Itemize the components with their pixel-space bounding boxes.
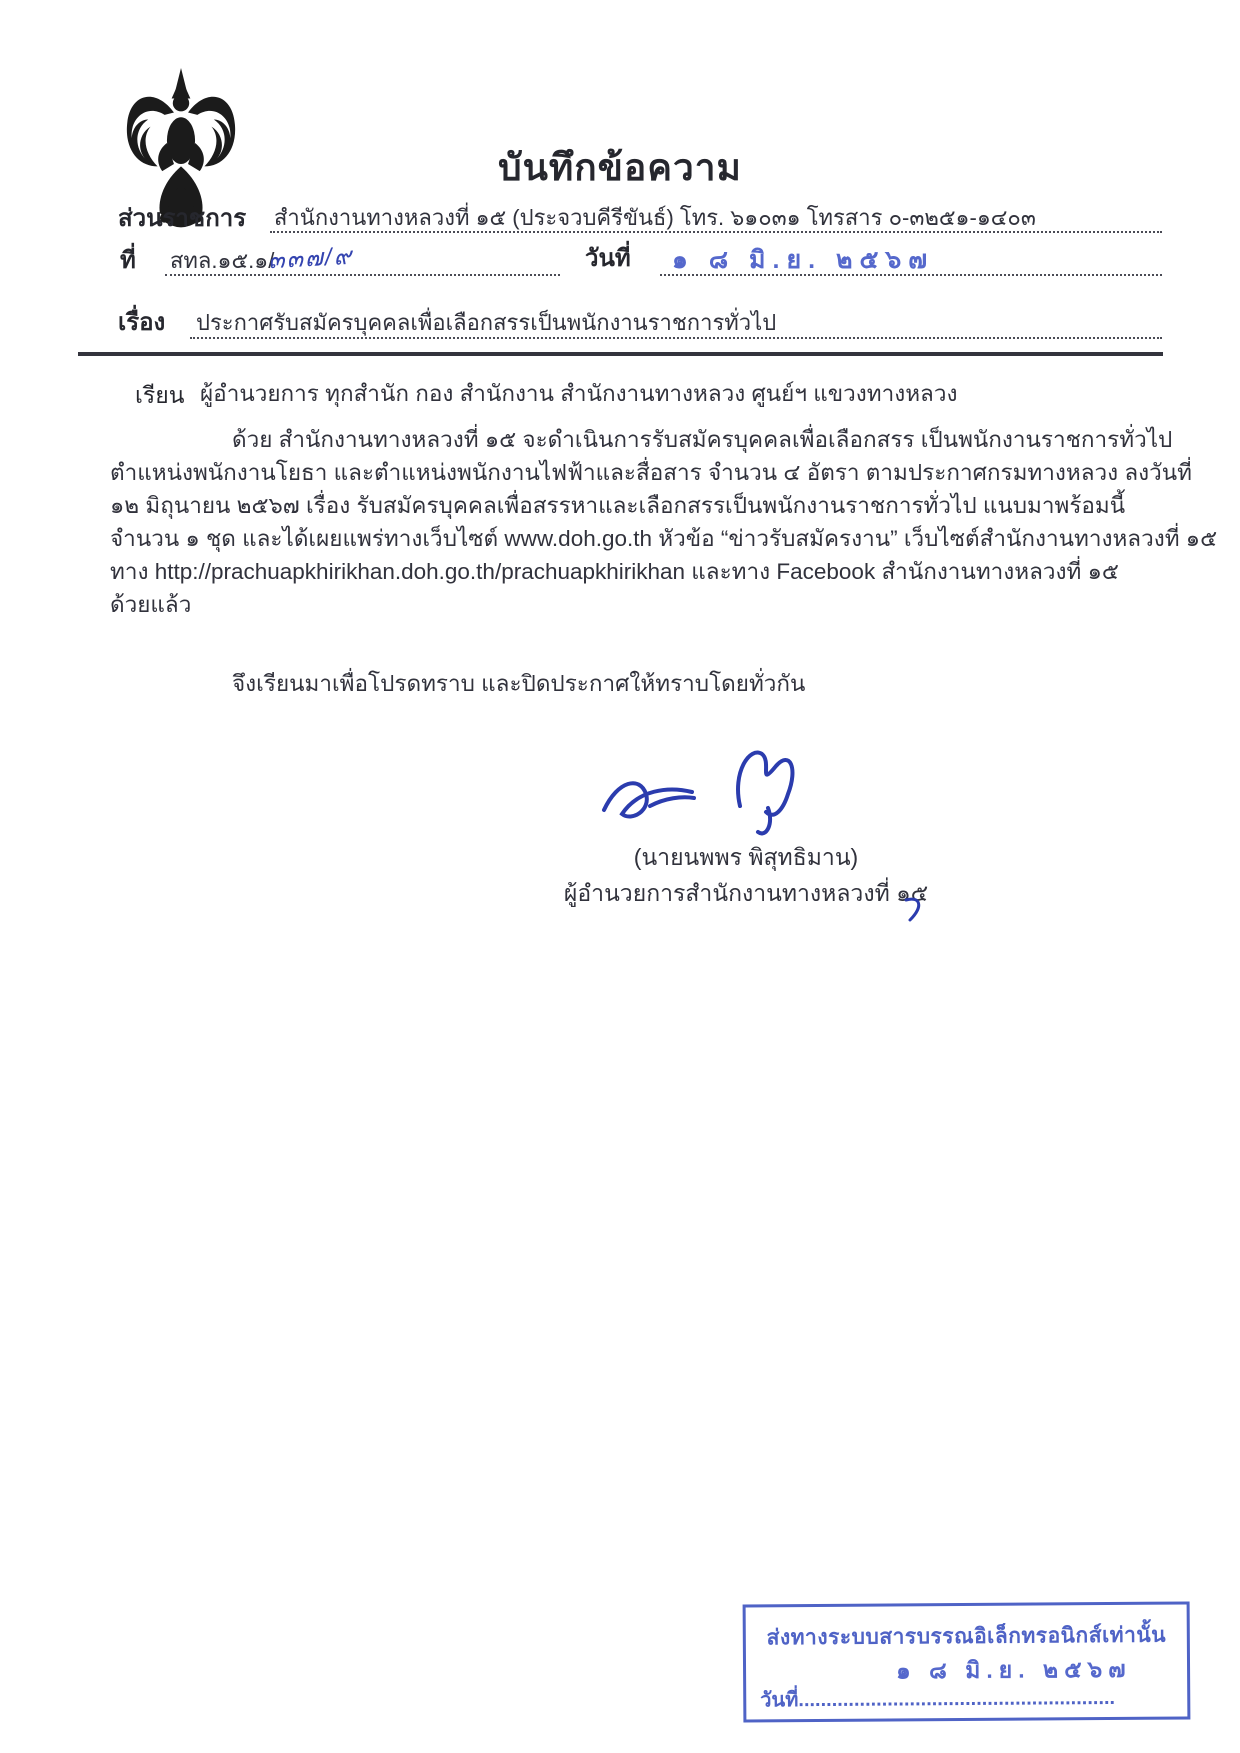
received-date-stamp: ๑ ๘ มิ.ย. ๒๕๖๗ [672, 246, 935, 274]
ref-value: สทล.๑๕.๑/ [170, 248, 275, 273]
date-underline [660, 274, 1162, 276]
stamp-text: ส่งทางระบบสารบรรณอิเล็กทรอนิกส์เท่านั้น [766, 1623, 1167, 1650]
to-value: ผู้อำนวยการ ทุกสำนัก กอง สำนักงาน สำนักงานทางหลวง ศูนย์ฯ แขวงทางหลวง [200, 381, 958, 406]
stamp-date: ๑ ๘ มิ.ย. ๒๕๖๗ [895, 1655, 1132, 1684]
paragraph2: จึงเรียนมาเพื่อโปรดทราบ และปิดประกาศให้ทราบโดยทั่วกัน [232, 671, 806, 696]
stamp-date-line: วันที่......................................................... [760, 1686, 1116, 1712]
paragraph1-line2: ตำแหน่งพนักงานโยธา และตำแหน่งพนักงานไฟฟ้าและสื่อสาร จำนวน ๔ อัตรา ตามประกาศกรมทางหลวง ลงวันที่ [110, 460, 1192, 485]
signatory-position: ผู้อำนวยการสำนักงานทางหลวงที่ ๑๕ [563, 880, 929, 906]
agency-underline [270, 231, 1162, 233]
ref-underline [165, 274, 560, 276]
ref-handwritten-number: ๓๓๗/๙ [267, 242, 354, 275]
subject-underline [190, 337, 1162, 339]
header-divider [78, 352, 1163, 356]
electronic-dispatch-stamp [743, 1601, 1191, 1722]
signatory-name: (นายนพพร พิสุทธิมาน) [633, 844, 859, 870]
date-label: วันที่ [585, 245, 631, 272]
paragraph1-line6: ด้วยแล้ว [110, 592, 192, 617]
director-signature-ink [590, 728, 830, 843]
paragraph1-line3: ๑๒ มิถุนายน ๒๕๖๗ เรื่อง รับสมัครบุคคลเพื่อสรรหาและเลือกสรรเป็นพนักงานราชการทั่วไป แนบมาพร้อมนี้ [110, 493, 1126, 518]
ref-label: ที่ [120, 247, 136, 274]
paragraph1-line5: ทาง http://prachuapkhirikhan.doh.go.th/prachuapkhirikhan และทาง Facebook สำนักงานทางหลวงที่ ๑๕ [110, 559, 1119, 584]
subject-label: เรื่อง [118, 309, 166, 336]
subject-value: ประกาศรับสมัครบุคคลเพื่อเลือกสรรเป็นพนักงานราชการทั่วไป [196, 310, 777, 335]
page-title: บันทึกข้อความ [498, 147, 742, 188]
agency-value: สำนักงานทางหลวงที่ ๑๕ (ประจวบคีรีขันธ์) โทร. ๖๑๐๓๑ โทรสาร ๐-๓๒๕๑-๑๔๐๓ [274, 205, 1036, 230]
to-label: เรียน [135, 382, 185, 408]
ink-mark [902, 894, 928, 924]
agency-label: ส่วนราชการ [118, 205, 247, 232]
paragraph1-line4: จำนวน ๑ ชุด และได้เผยแพร่ทางเว็บไซต์ www.doh.go.th หัวข้อ “ข่าวรับสมัครงาน” เว็บไซต์สำนักงานทางหลวงที่ ๑๕ [110, 526, 1218, 551]
paragraph1-line1: ด้วย สำนักงานทางหลวงที่ ๑๕ จะดำเนินการรับสมัครบุคคลเพื่อเลือกสรร เป็นพนักงานราชการทั่วไป [232, 427, 1173, 452]
